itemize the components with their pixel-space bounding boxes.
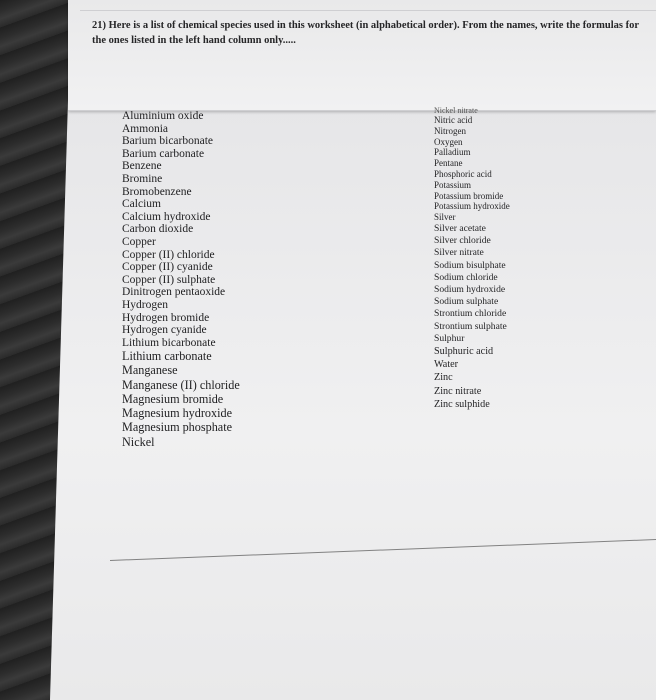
left-column-item: Benzene bbox=[122, 160, 162, 173]
right-column-item: Sodium hydroxide bbox=[434, 283, 506, 295]
header-rule bbox=[80, 10, 656, 11]
left-column-item: Carbon dioxide bbox=[122, 223, 194, 236]
left-column-item: Magnesium hydroxide bbox=[122, 406, 233, 421]
right-column-item: Pentane bbox=[434, 158, 463, 169]
right-column-item: Sodium chloride bbox=[434, 271, 498, 283]
page-fold-line bbox=[110, 539, 656, 561]
right-column-item: Phosphoric acid bbox=[434, 168, 492, 179]
right-column-item: Zinc nitrate bbox=[434, 385, 482, 397]
right-column-item: Sulphur bbox=[434, 332, 465, 344]
left-column-item: Barium bicarbonate bbox=[122, 135, 214, 148]
right-column-item: Strontium sulphate bbox=[434, 320, 507, 332]
left-column-item: Bromine bbox=[122, 172, 163, 185]
question-text: 21) Here is a list of chemical species used in this worksheet (in alphabetical order). From the names, write the formulas for the ones listed in the left hand column only..... bbox=[92, 20, 642, 46]
left-column-item: Calcium bbox=[122, 198, 161, 211]
left-column-item: Magnesium bromide bbox=[122, 391, 224, 406]
right-column-item: Palladium bbox=[434, 147, 471, 158]
question-page bbox=[68, 0, 656, 111]
left-column-item: Ammonia bbox=[122, 122, 168, 135]
left-column-item: Copper bbox=[122, 235, 156, 248]
left-column-item: Hydrogen bromide bbox=[122, 311, 210, 324]
left-column-item: Manganese (II) chloride bbox=[122, 377, 240, 392]
right-column-item: Sodium sulphate bbox=[434, 296, 499, 308]
right-column-item: Potassium bromide bbox=[434, 190, 504, 201]
left-column-item: Lithium bicarbonate bbox=[122, 336, 216, 349]
left-column-item: Dinitrogen pentaoxide bbox=[122, 286, 226, 299]
right-column-item: Potassium bbox=[434, 179, 472, 190]
right-column-item: Sulphuric acid bbox=[434, 346, 494, 357]
left-column-item: Aluminium oxide bbox=[122, 110, 204, 122]
left-column-item: Lithium carbonate bbox=[122, 349, 212, 364]
left-column-item: Nickel bbox=[122, 434, 155, 449]
right-column-item: Zinc bbox=[434, 372, 453, 384]
right-column-item: Silver chloride bbox=[434, 235, 491, 247]
right-column-item: Oxygen bbox=[434, 136, 463, 147]
left-column-list bbox=[122, 110, 322, 449]
right-column-item: Nitric acid bbox=[434, 115, 473, 125]
right-column-item: Strontium chloride bbox=[434, 308, 507, 320]
right-column-item: Silver acetate bbox=[434, 222, 486, 234]
left-column-item: Manganese bbox=[122, 363, 178, 378]
left-column-item: Copper (II) chloride bbox=[122, 248, 215, 261]
right-column-item: Sodium bisulphate bbox=[434, 259, 506, 271]
left-column-item: Calcium hydroxide bbox=[122, 210, 211, 223]
right-column-item: Zinc sulphide bbox=[434, 398, 490, 410]
right-column-item: Potassium hydroxide bbox=[434, 201, 510, 212]
left-column-item: Hydrogen bbox=[122, 298, 168, 311]
right-column-list bbox=[434, 106, 604, 411]
right-column-item: Silver bbox=[434, 212, 456, 223]
right-column-item: Nickel nitrate bbox=[434, 106, 478, 115]
left-column-item: Copper (II) sulphate bbox=[122, 273, 216, 286]
left-column-item: Barium carbonate bbox=[122, 147, 205, 160]
left-column-item: Magnesium phosphate bbox=[122, 420, 233, 435]
left-column-item: Copper (II) cyanide bbox=[122, 261, 213, 274]
left-column-item: Bromobenzene bbox=[122, 185, 192, 198]
right-column-item: Water bbox=[434, 359, 459, 371]
left-column-item: Hydrogen cyanide bbox=[122, 324, 207, 337]
right-column-item: Nitrogen bbox=[434, 125, 466, 136]
right-column-item: Silver nitrate bbox=[434, 247, 484, 259]
